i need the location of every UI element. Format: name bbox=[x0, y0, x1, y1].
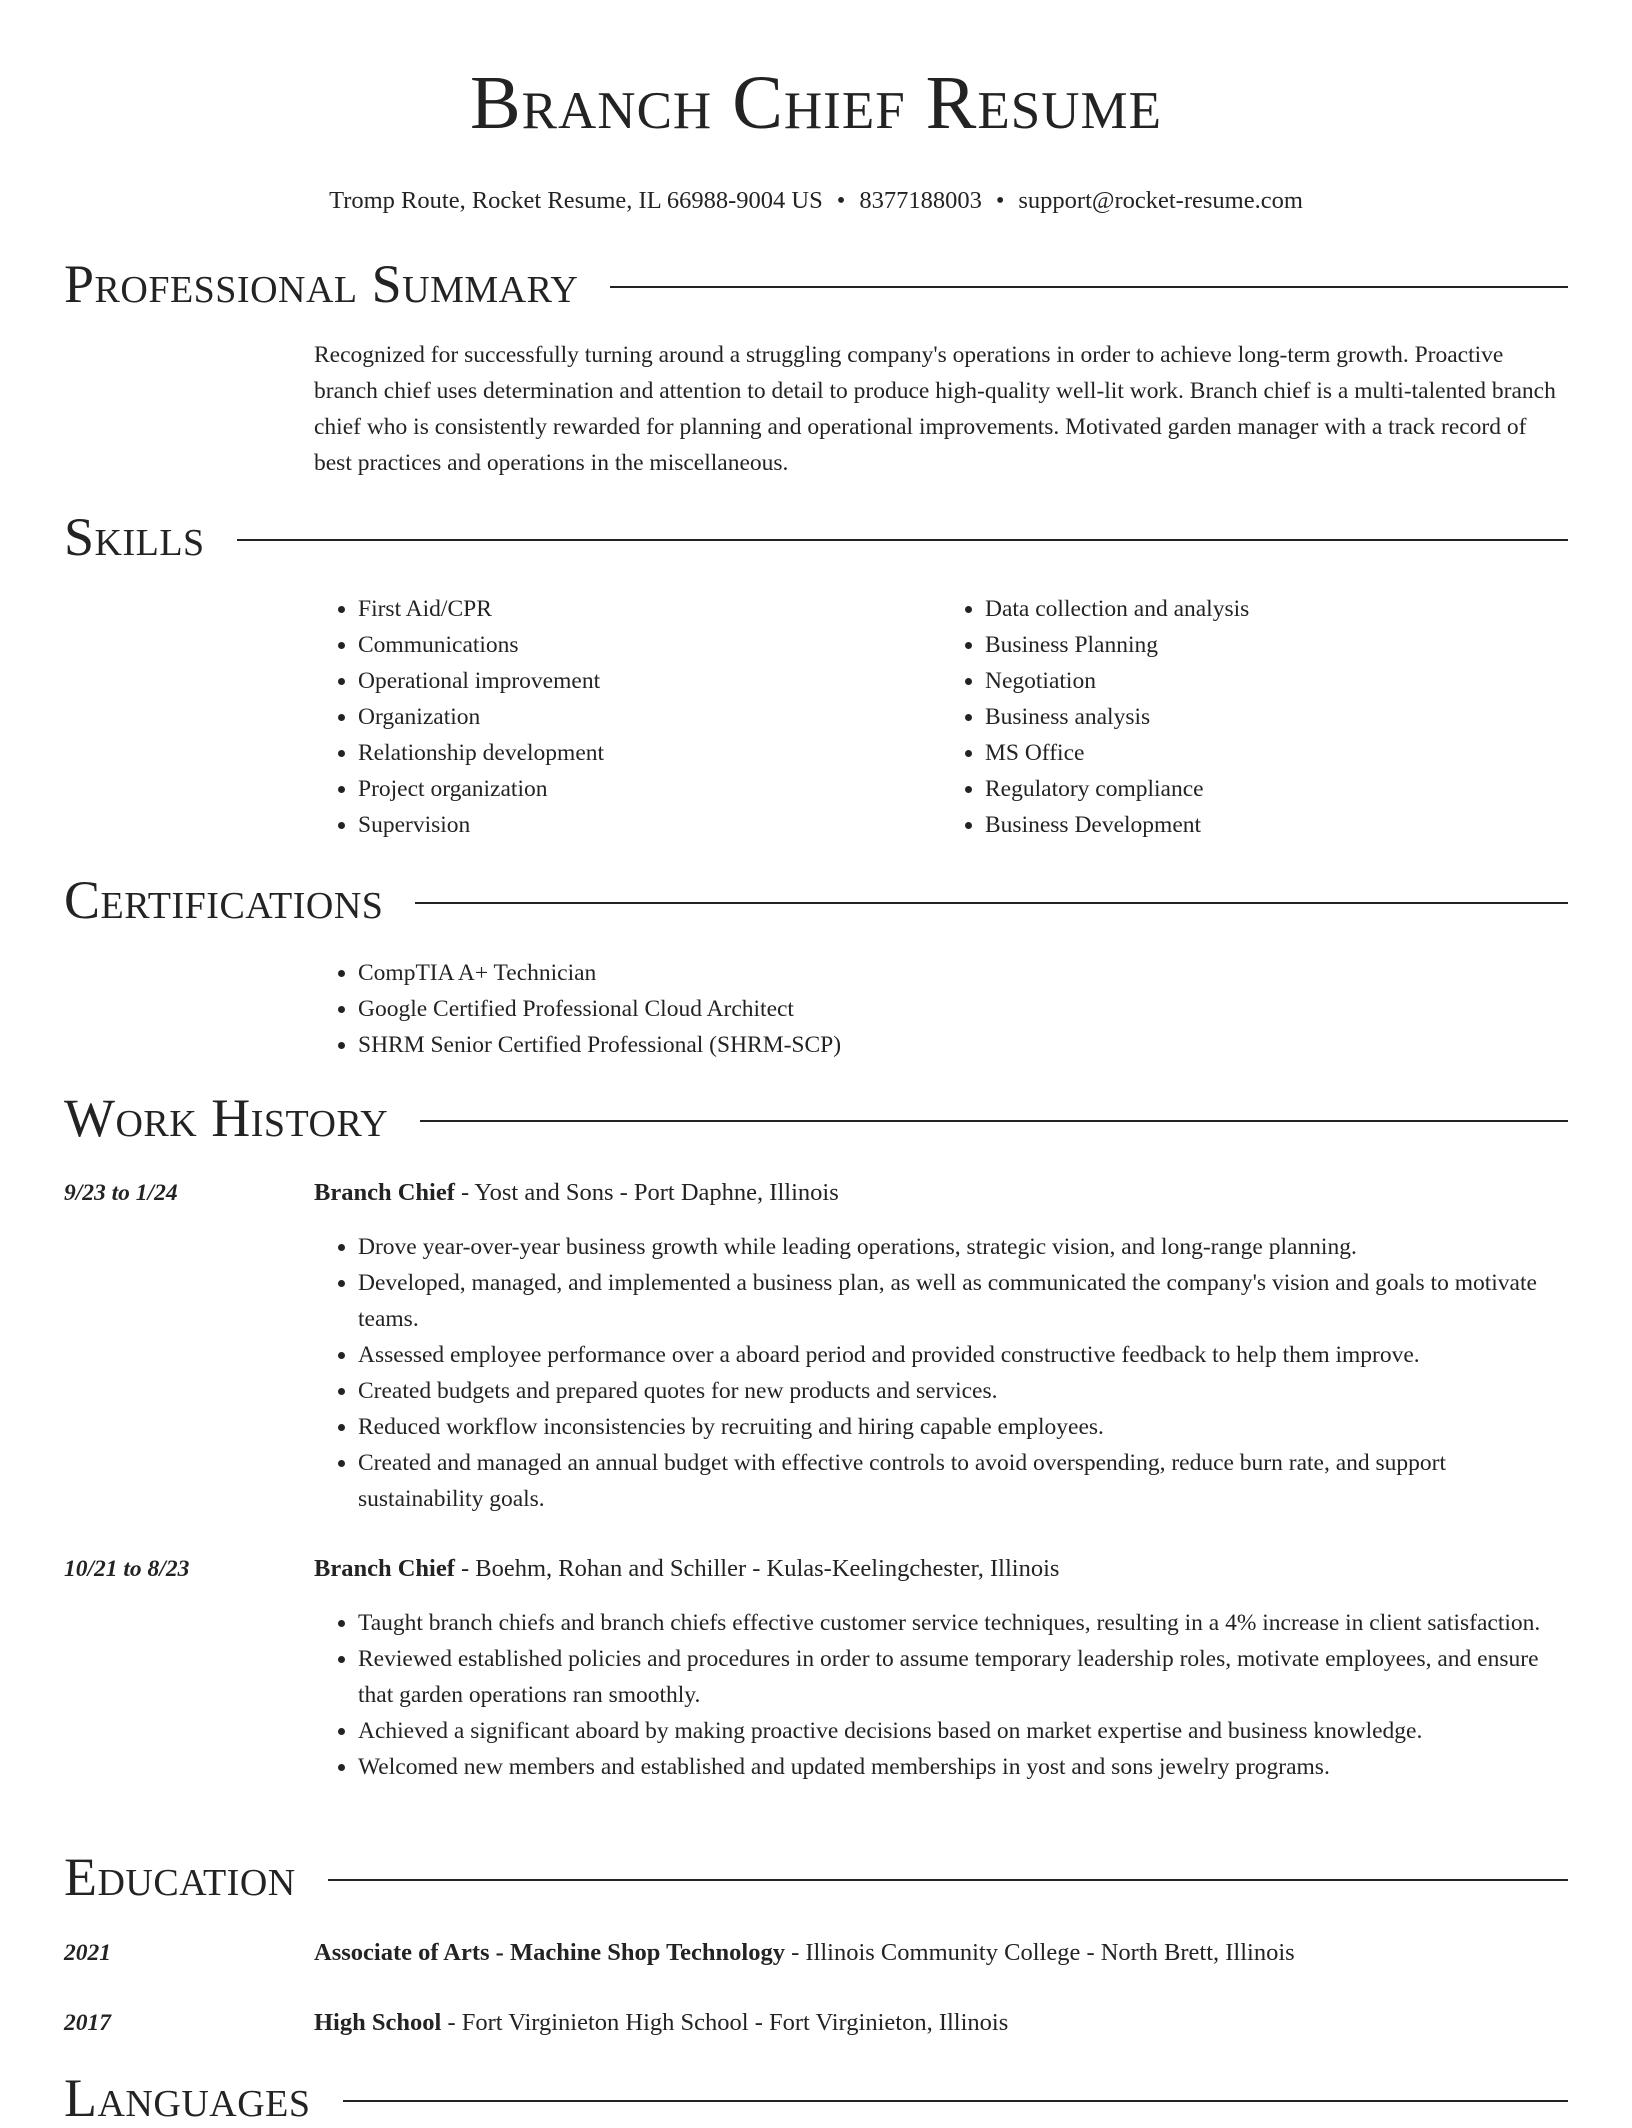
section-rule bbox=[328, 1879, 1568, 1881]
contact-address: Tromp Route, Rocket Resume, IL 66988-9004 US bbox=[329, 187, 823, 214]
section-heading: Work History bbox=[64, 1088, 389, 1148]
education-year: 2021 bbox=[64, 1940, 111, 1966]
education-details: - Fort Virginieton High School - Fort Virginieton, Illinois bbox=[441, 2009, 1009, 2036]
summary-text: Recognized for successfully turning around a struggling company's operations in order to achieve long-term growth. Proactive branch chief uses determination and attention to detail to produce high-quality well-lit work. Branch chief is a multi-talented branch chief who is consistently rewarded for planning and operational improvements. Motivated garden manager with a track record of best practices and operations in the miscellaneous. bbox=[314, 342, 1556, 476]
certification-item: • SHRM Senior Certified Professional (SHRM-SCP) bbox=[358, 1027, 1568, 1063]
job-bullets bbox=[314, 1229, 1568, 1517]
section-heading: Skills bbox=[64, 507, 205, 567]
job-bullet: • Assessed employee performance over a aboard period and provided constructive feedback to help them improve. bbox=[358, 1337, 1568, 1373]
section-heading: Languages bbox=[64, 2068, 311, 2128]
job-bullet: • Achieved a significant aboard by making proactive decisions based on market expertise and business knowledge. bbox=[358, 1713, 1568, 1749]
skill-item: • Regulatory compliance bbox=[985, 771, 1568, 807]
skill-item: • Organization bbox=[358, 699, 941, 735]
education-details: - Illinois Community College - North Brett, Illinois bbox=[784, 1939, 1295, 1966]
education-degree: High School bbox=[314, 2009, 442, 2036]
job-title: Branch Chief bbox=[314, 1555, 455, 1582]
skill-item: • MS Office bbox=[985, 735, 1568, 771]
skill-item: • Business Development bbox=[985, 807, 1568, 843]
section-languages-header bbox=[64, 2068, 1568, 2128]
education-line bbox=[314, 1935, 1295, 1971]
job-bullet: • Taught branch chiefs and branch chiefs effective customer service techniques, resulting in a 4% increase in client satisfaction. bbox=[358, 1605, 1568, 1641]
section-rule bbox=[420, 1120, 1568, 1122]
job-bullet: • Reviewed established policies and procedures in order to assume temporary leadership roles, motivate employees, and ensure that garden operations ran smoothly. bbox=[358, 1641, 1568, 1713]
contact-line bbox=[64, 186, 1568, 216]
skill-item: • Operational improvement bbox=[358, 663, 941, 699]
job-bullet: • Reduced workflow inconsistencies by recruiting and hiring capable employees. bbox=[358, 1409, 1568, 1445]
section-rule bbox=[610, 286, 1568, 288]
job-details: - Boehm, Rohan and Schiller - Kulas-Keelingchester, Illinois bbox=[454, 1555, 1060, 1582]
job-details: - Yost and Sons - Port Daphne, Illinois bbox=[454, 1179, 839, 1206]
education-degree: Associate of Arts - Machine Shop Technology bbox=[314, 1939, 785, 1966]
contact-email: support@rocket-resume.com bbox=[1018, 187, 1303, 214]
job-dates: 9/23 to 1/24 bbox=[64, 1180, 178, 1206]
section-rule bbox=[343, 2100, 1569, 2102]
job-bullets bbox=[314, 1605, 1568, 1785]
job-bullet: • Created and managed an annual budget with effective controls to avoid overspending, reduce burn rate, and support sustainability goals. bbox=[358, 1445, 1568, 1517]
job-bullet: • Drove year-over-year business growth while leading operations, strategic vision, and long-range planning. bbox=[358, 1229, 1568, 1265]
skills-column-right bbox=[941, 591, 1568, 843]
skills-column-left bbox=[314, 591, 941, 843]
skills-list bbox=[314, 591, 1568, 843]
skill-item: • Project organization bbox=[358, 771, 941, 807]
job-title-line bbox=[314, 1551, 1059, 1587]
skill-item: • Negotiation bbox=[985, 663, 1568, 699]
job-bullet: • Created budgets and prepared quotes for new products and services. bbox=[358, 1373, 1568, 1409]
contact-separator: • bbox=[995, 187, 1005, 214]
section-work-header bbox=[64, 1088, 1568, 1148]
section-heading: Education bbox=[64, 1847, 296, 1907]
skill-item: • Business Planning bbox=[985, 627, 1568, 663]
job-dates: 10/21 to 8/23 bbox=[64, 1556, 190, 1582]
contact-phone: 8377188003 bbox=[859, 187, 982, 214]
resume-page bbox=[64, 0, 1568, 2128]
skill-item: • Data collection and analysis bbox=[985, 591, 1568, 627]
education-year: 2017 bbox=[64, 2010, 111, 2036]
section-summary-header bbox=[64, 254, 1568, 314]
skill-item: • Business analysis bbox=[985, 699, 1568, 735]
section-certifications-header bbox=[64, 870, 1568, 930]
job-bullet: • Developed, managed, and implemented a business plan, as well as communicated the company's vision and goals to motivate teams. bbox=[358, 1265, 1568, 1337]
section-rule bbox=[415, 902, 1568, 904]
resume-title: Branch Chief Resume bbox=[469, 61, 1162, 145]
certification-item: • Google Certified Professional Cloud Architect bbox=[358, 991, 1568, 1027]
job-bullet: • Welcomed new members and established and updated memberships in yost and sons jewelry programs. bbox=[358, 1749, 1568, 1785]
job-title: Branch Chief bbox=[314, 1179, 455, 1206]
skill-item: • Communications bbox=[358, 627, 941, 663]
certification-item: • CompTIA A+ Technician bbox=[358, 955, 1568, 991]
skill-item: • Supervision bbox=[358, 807, 941, 843]
education-line bbox=[314, 2005, 1008, 2041]
job-title-line bbox=[314, 1175, 839, 1211]
skill-item: • Relationship development bbox=[358, 735, 941, 771]
section-rule bbox=[237, 539, 1568, 541]
contact-separator: • bbox=[836, 187, 846, 214]
section-heading: Professional Summary bbox=[64, 254, 579, 314]
skill-item: • First Aid/CPR bbox=[358, 591, 941, 627]
section-skills-header bbox=[64, 507, 1568, 567]
section-education-header bbox=[64, 1847, 1568, 1907]
section-heading: Certifications bbox=[64, 870, 384, 930]
certifications-list bbox=[314, 955, 1568, 1063]
